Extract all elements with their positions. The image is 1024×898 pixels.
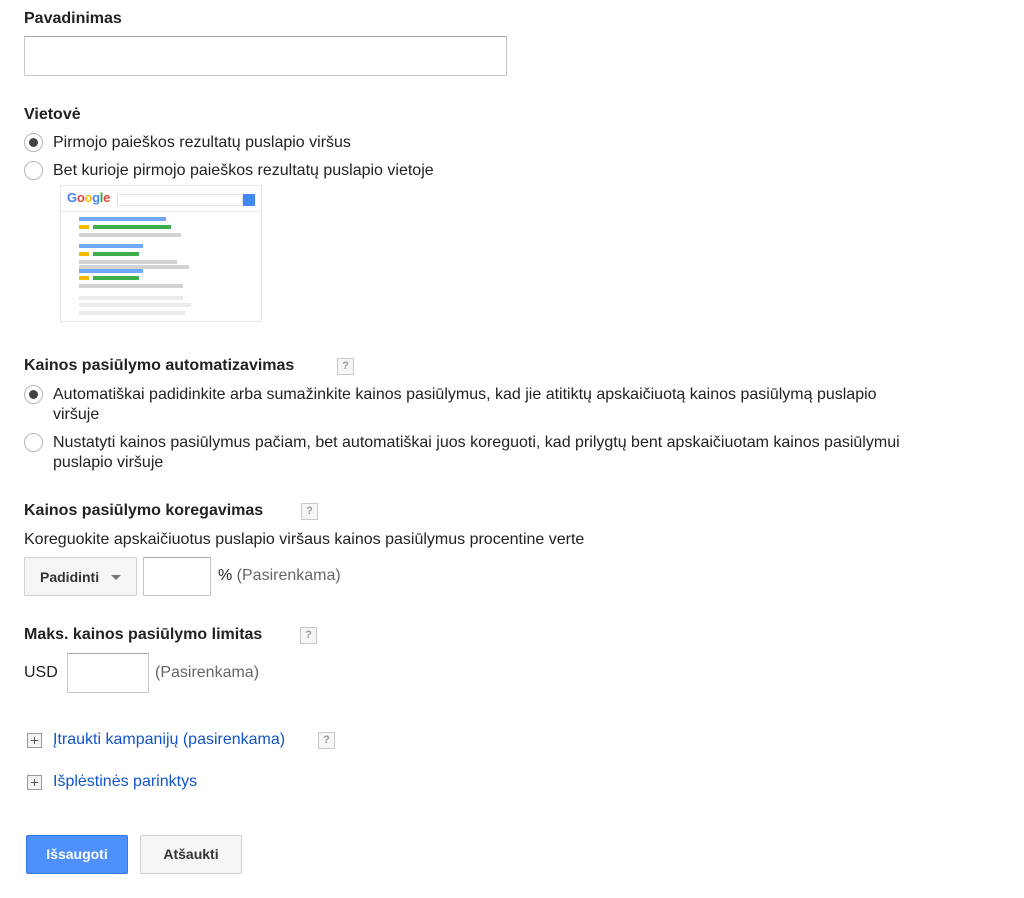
bid-automation-option-auto[interactable] [24, 384, 1014, 428]
bid-automation-manual-label-line2: puslapio viršuje [53, 454, 164, 471]
location-top-radio[interactable] [24, 133, 43, 152]
include-campaigns-help-icon[interactable]: ? [318, 732, 335, 749]
bid-automation-manual-radio[interactable] [24, 433, 43, 452]
google-logo: Google [67, 190, 111, 205]
percent-sign: % [218, 567, 233, 584]
cancel-button[interactable]: Atšaukti [140, 835, 242, 874]
location-anywhere-radio[interactable] [24, 161, 43, 180]
adjustment-direction-value: Padidinti [40, 569, 100, 585]
location-option-top[interactable] [24, 132, 524, 154]
bid-adjustment-help-icon[interactable]: ? [301, 503, 318, 520]
bid-automation-manual-label-line1: Nustatyti kainos pasiūlymus pačiam, bet automatiškai juos koreguoti, kad prilygtų bent apskaičiuotam kainos pasiūlymui [53, 434, 900, 451]
search-button [243, 194, 255, 206]
optional-text: (Pasirenkama) [232, 567, 341, 584]
location-anywhere-label: Bet kurioje pirmojo paieškos rezultatų puslapio vietoje [53, 162, 434, 179]
bid-adjustment-label: Kainos pasiūlymo koregavimas [24, 502, 264, 519]
expand-plus-icon[interactable] [27, 775, 42, 790]
max-bid-input[interactable] [67, 653, 149, 693]
location-option-anywhere[interactable] [24, 160, 524, 182]
bid-automation-auto-label-line2: viršuje [53, 406, 100, 423]
bid-automation-help-icon[interactable]: ? [337, 358, 354, 375]
adjustment-unit-note [218, 567, 341, 585]
max-bid-label: Maks. kainos pasiūlymo limitas [24, 626, 263, 643]
chevron-down-icon [111, 575, 121, 580]
search-box [117, 194, 243, 206]
adjustment-percent-input[interactable] [143, 557, 211, 596]
max-bid-currency: USD [24, 664, 58, 681]
serp-preview-image [60, 185, 262, 322]
preview-divider [61, 211, 261, 212]
bid-automation-label: Kainos pasiūlymo automatizavimas [24, 357, 295, 374]
bid-automation-option-manual[interactable] [24, 432, 1014, 476]
advanced-options-link[interactable]: Išplėstinės parinktys [53, 773, 198, 790]
location-top-label: Pirmojo paieškos rezultatų puslapio viršus [53, 134, 351, 151]
include-campaigns-link[interactable]: Įtraukti kampanijų (pasirenkama) [53, 731, 286, 748]
expand-plus-icon[interactable] [27, 733, 42, 748]
name-label: Pavadinimas [24, 10, 122, 27]
bid-automation-auto-radio[interactable] [24, 385, 43, 404]
max-bid-help-icon[interactable]: ? [300, 627, 317, 644]
max-bid-optional-note: (Pasirenkama) [155, 664, 260, 681]
adjustment-direction-dropdown[interactable] [24, 557, 137, 596]
location-label: Vietovė [24, 106, 81, 123]
bid-automation-auto-label-line1: Automatiškai padidinkite arba sumažinkite kainos pasiūlymus, kad jie atitiktų apskaičiuotą kainos pasiūlymą puslapio [53, 386, 877, 403]
save-button[interactable]: Išsaugoti [26, 835, 128, 874]
name-input[interactable] [24, 36, 507, 76]
bid-adjustment-description: Koreguokite apskaičiuotus puslapio viršaus kainos pasiūlymus procentine verte [24, 531, 585, 548]
